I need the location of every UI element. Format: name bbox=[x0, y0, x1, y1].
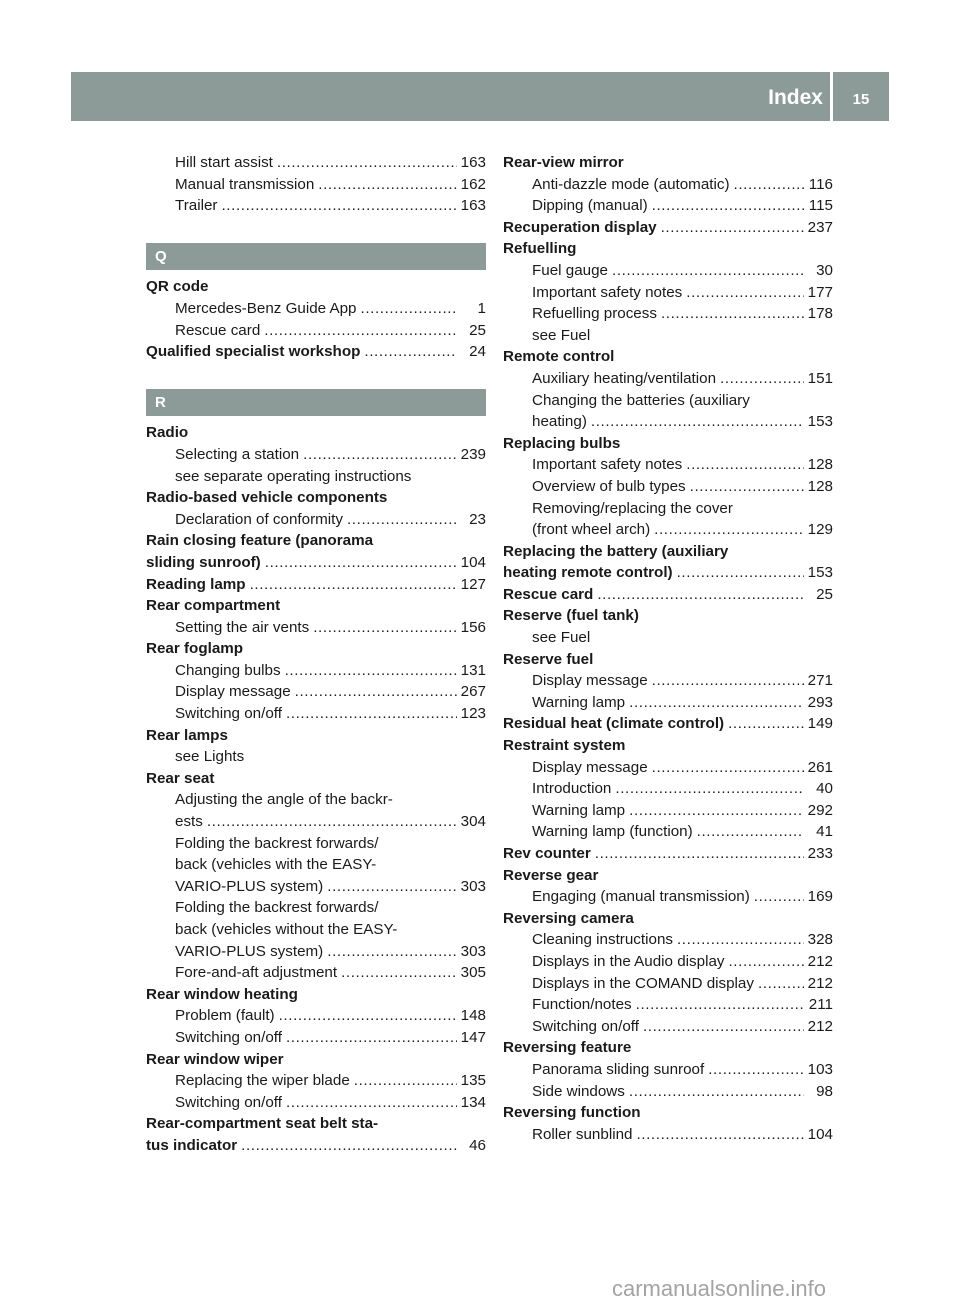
entry-text: Reading lamp bbox=[146, 575, 246, 593]
index-entry[interactable] bbox=[146, 617, 486, 639]
index-entry[interactable] bbox=[503, 670, 833, 692]
index-entry[interactable] bbox=[503, 476, 833, 498]
page-ref[interactable]: 134 bbox=[460, 1093, 486, 1111]
leader-dots bbox=[279, 1005, 457, 1027]
index-entry[interactable] bbox=[146, 703, 486, 725]
page-ref[interactable]: 177 bbox=[807, 283, 833, 301]
index-entry bbox=[146, 1049, 486, 1071]
entry-text: Rear-view mirror bbox=[503, 154, 624, 171]
entry-text: Roller sunblind bbox=[532, 1125, 633, 1143]
entry-text: Important safety notes bbox=[532, 456, 683, 474]
index-entry bbox=[503, 649, 833, 671]
index-entry[interactable] bbox=[503, 800, 833, 822]
page-ref[interactable]: 304 bbox=[460, 813, 486, 831]
entry-text: Changing bulbs bbox=[175, 661, 281, 679]
entry-text: see Lights bbox=[175, 748, 245, 766]
page-ref[interactable]: 156 bbox=[460, 618, 486, 636]
entry-text: Rescue card bbox=[175, 321, 261, 339]
page-ref[interactable]: 41 bbox=[816, 823, 833, 841]
index-entry bbox=[503, 238, 833, 260]
index-entry[interactable] bbox=[146, 195, 486, 217]
entry-text: Refuelling process bbox=[532, 305, 657, 323]
entry-text: back (vehicles without the EASY- bbox=[175, 921, 398, 938]
index-entry[interactable] bbox=[146, 1092, 486, 1114]
page-ref[interactable]: 239 bbox=[460, 445, 486, 463]
page-ref[interactable]: 147 bbox=[460, 1028, 486, 1046]
leader-dots bbox=[250, 574, 457, 596]
leader-dots bbox=[285, 660, 457, 682]
leader-dots bbox=[264, 320, 457, 342]
page-ref[interactable]: 25 bbox=[469, 321, 486, 339]
page-ref[interactable]: 153 bbox=[807, 413, 833, 431]
page-ref[interactable]: 104 bbox=[460, 553, 486, 571]
entry-text: Rear-compartment seat belt sta- bbox=[146, 1115, 379, 1133]
pre-entries bbox=[146, 152, 486, 217]
entry-text: sliding sunroof) bbox=[146, 553, 261, 571]
index-entry[interactable] bbox=[503, 303, 833, 325]
entry-text: Folding the backrest forwards/ bbox=[175, 899, 379, 917]
index-entry bbox=[503, 346, 833, 368]
page-ref[interactable]: 303 bbox=[460, 942, 486, 960]
section-r-entries bbox=[146, 422, 486, 1156]
leader-dots bbox=[686, 282, 804, 304]
entry-text: Rear lamps bbox=[146, 726, 228, 744]
entry-text: Fore-and-aft adjustment bbox=[175, 964, 338, 982]
index-entry[interactable] bbox=[503, 843, 833, 865]
entry-text: Declaration of conformity bbox=[175, 510, 343, 528]
index-entry bbox=[146, 595, 486, 617]
index-entry[interactable] bbox=[146, 962, 486, 984]
entry-text: Rear window wiper bbox=[146, 1050, 284, 1068]
index-entry[interactable] bbox=[146, 1027, 486, 1049]
page-ref[interactable]: 153 bbox=[807, 564, 833, 582]
entry-text: Warning lamp bbox=[532, 693, 626, 711]
entry-text: Warning lamp (function) bbox=[532, 823, 693, 841]
leader-dots bbox=[341, 962, 457, 984]
entry-text: Fuel gauge bbox=[532, 261, 608, 279]
entry-text: QR code bbox=[146, 278, 209, 296]
index-entry[interactable] bbox=[503, 821, 833, 843]
index-entry bbox=[146, 530, 486, 552]
leader-dots bbox=[629, 800, 804, 822]
entry-text: Rev counter bbox=[503, 845, 591, 862]
entry-text: Display message bbox=[532, 758, 648, 776]
page-ref[interactable]: 271 bbox=[807, 672, 833, 690]
entry-text: Rain closing feature (panorama bbox=[146, 532, 374, 550]
page-number: 15 bbox=[852, 91, 870, 108]
leader-dots bbox=[597, 584, 804, 606]
page-ref[interactable]: 163 bbox=[460, 154, 486, 171]
page-ref[interactable]: 128 bbox=[807, 456, 833, 474]
leader-dots bbox=[629, 1081, 804, 1103]
leader-dots bbox=[720, 368, 804, 390]
page-ref[interactable]: 151 bbox=[807, 369, 833, 387]
index-entry[interactable] bbox=[503, 1124, 833, 1146]
index-entry[interactable] bbox=[503, 692, 833, 714]
entry-text: Hill start assist bbox=[175, 154, 273, 171]
leader-dots bbox=[734, 174, 804, 196]
index-entry bbox=[146, 422, 486, 444]
leader-dots bbox=[286, 1092, 457, 1114]
index-entry[interactable] bbox=[503, 519, 833, 541]
entry-text: Radio bbox=[146, 424, 189, 442]
page-ref[interactable]: 24 bbox=[469, 343, 486, 361]
entry-text: Panorama sliding sunroof bbox=[532, 1060, 705, 1078]
entry-text: Problem (fault) bbox=[175, 1007, 275, 1025]
entry-text: Replacing the battery (auxiliary bbox=[503, 542, 729, 560]
entry-text: Display message bbox=[175, 683, 291, 701]
entry-text: Reverse gear bbox=[503, 866, 599, 884]
entry-text: Rescue card bbox=[503, 585, 594, 603]
index-entry[interactable] bbox=[503, 584, 833, 606]
entry-text: Displays in the COMAND display bbox=[532, 974, 754, 992]
entry-text: Residual heat (climate control) bbox=[503, 715, 725, 733]
entry-text: tus indicator bbox=[146, 1136, 238, 1154]
entry-text: Anti-dazzle mode (automatic) bbox=[532, 175, 730, 193]
entry-text: Reserve (fuel tank) bbox=[503, 607, 639, 625]
entry-text: Displays in the Audio display bbox=[532, 952, 725, 970]
index-entry bbox=[503, 1102, 833, 1124]
leader-dots bbox=[327, 876, 457, 898]
entry-text: Reversing feature bbox=[503, 1039, 632, 1057]
index-entry bbox=[146, 1113, 486, 1135]
leader-dots bbox=[686, 454, 804, 476]
entry-text: Side windows bbox=[532, 1082, 625, 1100]
page-ref[interactable]: 233 bbox=[807, 845, 833, 862]
entry-text: Restraint system bbox=[503, 737, 626, 755]
index-entry bbox=[503, 390, 833, 412]
page-ref[interactable]: 131 bbox=[460, 661, 486, 679]
entry-text: heating remote control) bbox=[503, 564, 673, 582]
index-entry[interactable] bbox=[503, 195, 833, 217]
right-entries bbox=[503, 152, 833, 1145]
page-ref[interactable]: 104 bbox=[807, 1125, 833, 1143]
leader-dots bbox=[754, 886, 804, 908]
entry-text: Switching on/off bbox=[175, 1093, 282, 1111]
entry-text: Setting the air vents bbox=[175, 618, 310, 636]
page-ref[interactable]: 178 bbox=[807, 305, 833, 323]
leader-dots bbox=[661, 217, 804, 239]
index-entry[interactable] bbox=[503, 217, 833, 239]
entry-text: Qualified specialist workshop bbox=[146, 343, 361, 361]
index-entry[interactable] bbox=[503, 1016, 833, 1038]
entry-text: Dipping (manual) bbox=[532, 197, 648, 215]
page-ref[interactable]: 148 bbox=[460, 1007, 486, 1025]
entry-text: Replacing the wiper blade bbox=[175, 1072, 350, 1090]
entry-text: Rear foglamp bbox=[146, 640, 244, 658]
page-ref[interactable]: 135 bbox=[460, 1072, 486, 1090]
index-entry[interactable] bbox=[146, 574, 486, 596]
leader-dots bbox=[277, 152, 457, 174]
index-entry[interactable] bbox=[503, 368, 833, 390]
index-entry bbox=[146, 897, 486, 919]
index-entry[interactable] bbox=[146, 341, 486, 363]
entry-text: Important safety notes bbox=[532, 283, 683, 301]
leader-dots bbox=[591, 411, 804, 433]
index-entry[interactable] bbox=[146, 876, 486, 898]
index-entry[interactable] bbox=[503, 994, 833, 1016]
page-ref[interactable]: 211 bbox=[808, 996, 833, 1014]
index-entry[interactable] bbox=[146, 1005, 486, 1027]
page-ref[interactable]: 25 bbox=[816, 585, 833, 603]
page-ref[interactable]: 30 bbox=[816, 261, 833, 279]
leader-dots bbox=[612, 260, 804, 282]
entry-text: VARIO-PLUS system) bbox=[175, 942, 324, 960]
entry-text: Remote control bbox=[503, 348, 615, 366]
page-ref[interactable]: 303 bbox=[460, 877, 486, 895]
entry-text: Selecting a station bbox=[175, 445, 300, 463]
leader-dots bbox=[652, 757, 804, 779]
index-entry bbox=[503, 325, 833, 347]
page-ref[interactable]: 116 bbox=[808, 175, 833, 193]
entry-text: ests bbox=[175, 813, 203, 831]
index-entry[interactable] bbox=[146, 320, 486, 342]
index-entry bbox=[146, 276, 486, 298]
leader-dots bbox=[221, 195, 457, 217]
entry-text: (front wheel arch) bbox=[532, 521, 651, 539]
entry-text: Recuperation display bbox=[503, 218, 657, 236]
leader-dots bbox=[643, 1016, 804, 1038]
index-entry[interactable] bbox=[146, 1070, 486, 1092]
page-ref[interactable]: 149 bbox=[807, 715, 833, 733]
leader-dots bbox=[708, 1059, 804, 1081]
index-entry[interactable] bbox=[503, 757, 833, 779]
leader-dots bbox=[313, 617, 457, 639]
leader-dots bbox=[303, 444, 457, 466]
leader-dots bbox=[654, 519, 804, 541]
page-ref[interactable]: 163 bbox=[460, 197, 486, 215]
page-ref[interactable]: 169 bbox=[807, 888, 833, 906]
entry-text: Reversing function bbox=[503, 1104, 641, 1122]
entry-text: Radio-based vehicle components bbox=[146, 489, 388, 507]
page-ref[interactable]: 328 bbox=[807, 931, 833, 949]
page-ref[interactable]: 292 bbox=[807, 801, 833, 819]
index-entry[interactable] bbox=[503, 411, 833, 433]
page-header bbox=[71, 72, 889, 121]
entry-text: Engaging (manual transmission) bbox=[532, 888, 750, 906]
index-entry bbox=[146, 487, 486, 509]
entry-text: Auxiliary heating/ventilation bbox=[532, 369, 717, 387]
entry-text: Cleaning instructions bbox=[532, 931, 673, 949]
leader-dots bbox=[347, 509, 457, 531]
entry-text: Changing the batteries (auxiliary bbox=[532, 391, 750, 409]
entry-text: Replacing bulbs bbox=[503, 434, 621, 452]
page-ref[interactable]: 46 bbox=[469, 1136, 486, 1154]
leader-dots bbox=[286, 1027, 457, 1049]
index-entry[interactable] bbox=[503, 929, 833, 951]
entry-text: back (vehicles with the EASY- bbox=[175, 856, 377, 874]
entry-text: Adjusting the angle of the backr- bbox=[175, 791, 393, 809]
watermark: carmanualsonline.info bbox=[612, 1276, 827, 1301]
page-ref[interactable]: 162 bbox=[460, 175, 486, 193]
page-ref[interactable]: 123 bbox=[460, 705, 486, 723]
entry-text: Removing/replacing the cover bbox=[532, 499, 733, 517]
index-entry bbox=[146, 919, 486, 941]
index-entry bbox=[146, 638, 486, 660]
entry-text: Reversing camera bbox=[503, 909, 634, 927]
page-ref[interactable]: 267 bbox=[460, 683, 486, 701]
page-ref[interactable]: 212 bbox=[807, 952, 833, 970]
index-entry[interactable] bbox=[503, 174, 833, 196]
entry-text: see Fuel bbox=[532, 629, 591, 647]
index-entry[interactable] bbox=[146, 552, 486, 574]
index-entry[interactable] bbox=[503, 1059, 833, 1081]
left-column bbox=[146, 152, 486, 1157]
page-ref[interactable]: 129 bbox=[807, 521, 833, 539]
index-entry bbox=[503, 865, 833, 887]
entry-text: Manual transmission bbox=[175, 175, 315, 193]
page-ref[interactable]: 115 bbox=[808, 197, 833, 215]
entry-text: see Fuel bbox=[532, 326, 591, 344]
index-entry[interactable] bbox=[146, 1135, 486, 1157]
leader-dots bbox=[265, 552, 457, 574]
leader-dots bbox=[697, 821, 804, 843]
index-entry bbox=[503, 605, 833, 627]
index-entry bbox=[503, 152, 833, 174]
entry-text: Rear seat bbox=[146, 769, 215, 787]
index-entry bbox=[503, 627, 833, 649]
entry-text: Switching on/off bbox=[175, 705, 282, 723]
section-title: Index bbox=[768, 86, 823, 109]
index-entry bbox=[146, 768, 486, 790]
index-entry[interactable] bbox=[146, 444, 486, 466]
entry-text: VARIO-PLUS system) bbox=[175, 877, 324, 895]
leader-dots bbox=[327, 941, 457, 963]
index-entry[interactable] bbox=[503, 282, 833, 304]
index-entry bbox=[503, 541, 833, 563]
leader-dots bbox=[728, 951, 804, 973]
page-ref[interactable]: 1 bbox=[477, 299, 486, 317]
leader-dots bbox=[295, 681, 457, 703]
index-entry[interactable] bbox=[146, 811, 486, 833]
page-ref[interactable]: 305 bbox=[460, 964, 486, 982]
index-entry[interactable] bbox=[503, 562, 833, 584]
right-column bbox=[503, 152, 833, 1145]
entry-text: Reserve fuel bbox=[503, 650, 594, 668]
entry-text: Folding the backrest forwards/ bbox=[175, 834, 379, 852]
index-entry bbox=[146, 854, 486, 876]
index-entry[interactable] bbox=[146, 660, 486, 682]
leader-dots bbox=[629, 692, 804, 714]
index-entry[interactable] bbox=[503, 778, 833, 800]
entry-text: Refuelling bbox=[503, 240, 577, 258]
entry-text: see separate operating instructions bbox=[175, 467, 412, 485]
leader-dots bbox=[361, 298, 457, 320]
leader-dots bbox=[241, 1135, 457, 1157]
index-entry[interactable] bbox=[146, 174, 486, 196]
index-entry[interactable] bbox=[503, 713, 833, 735]
leader-dots bbox=[652, 670, 804, 692]
leader-dots bbox=[652, 195, 804, 217]
page-ref[interactable]: 40 bbox=[816, 780, 833, 798]
index-entry[interactable] bbox=[503, 260, 833, 282]
entry-text: Trailer bbox=[175, 197, 218, 215]
index-entry[interactable] bbox=[146, 681, 486, 703]
leader-dots bbox=[286, 703, 457, 725]
entry-text: Function/notes bbox=[532, 996, 632, 1014]
entry-text: Introduction bbox=[532, 780, 612, 798]
entry-text: Mercedes-Benz Guide App bbox=[175, 299, 357, 317]
entry-text: Rear window heating bbox=[146, 985, 298, 1003]
index-entry bbox=[146, 466, 486, 488]
index-entry[interactable] bbox=[503, 973, 833, 995]
leader-dots bbox=[661, 303, 804, 325]
index-entry[interactable] bbox=[146, 298, 486, 320]
entry-text: Switching on/off bbox=[175, 1028, 282, 1046]
index-entry bbox=[146, 746, 486, 768]
index-entry[interactable] bbox=[503, 454, 833, 476]
leader-dots bbox=[595, 843, 804, 865]
leader-dots bbox=[636, 1124, 804, 1146]
leader-dots bbox=[364, 341, 457, 363]
leader-dots bbox=[690, 476, 804, 498]
index-entry[interactable] bbox=[503, 1081, 833, 1103]
letter-bar-q: Q bbox=[146, 243, 486, 270]
index-entry bbox=[503, 735, 833, 757]
entry-text: Switching on/off bbox=[532, 1017, 639, 1035]
section-q-entries bbox=[146, 276, 486, 362]
entry-text: heating) bbox=[532, 413, 587, 431]
entry-text: Display message bbox=[532, 672, 648, 690]
leader-dots bbox=[677, 562, 804, 584]
index-entry bbox=[146, 725, 486, 747]
page-ref[interactable]: 293 bbox=[807, 693, 833, 711]
leader-dots bbox=[207, 811, 457, 833]
header-bar bbox=[71, 72, 830, 121]
entry-text: Rear compartment bbox=[146, 597, 281, 615]
page-ref[interactable]: 103 bbox=[807, 1060, 833, 1078]
leader-dots bbox=[677, 929, 804, 951]
page-ref[interactable]: 237 bbox=[807, 218, 833, 236]
index-entry[interactable] bbox=[146, 509, 486, 531]
leader-dots bbox=[758, 973, 804, 995]
page-ref[interactable]: 261 bbox=[807, 758, 833, 776]
entry-text: Warning lamp bbox=[532, 801, 626, 819]
page-ref[interactable]: 23 bbox=[469, 510, 486, 528]
index-entry bbox=[503, 433, 833, 455]
index-entry[interactable] bbox=[146, 941, 486, 963]
entry-text: Overview of bulb types bbox=[532, 477, 686, 495]
index-entry bbox=[503, 1037, 833, 1059]
index-entry bbox=[503, 908, 833, 930]
leader-dots bbox=[728, 713, 804, 735]
index-entry[interactable] bbox=[503, 886, 833, 908]
page-ref[interactable]: 128 bbox=[807, 477, 833, 495]
page-ref[interactable]: 127 bbox=[460, 575, 486, 593]
leader-dots bbox=[615, 778, 804, 800]
index-entry[interactable] bbox=[146, 152, 486, 174]
index-entry bbox=[146, 833, 486, 855]
index-entry bbox=[146, 789, 486, 811]
leader-dots bbox=[318, 174, 457, 196]
letter-bar-r: R bbox=[146, 389, 486, 416]
page-ref[interactable]: 212 bbox=[807, 974, 833, 992]
index-entry bbox=[146, 984, 486, 1006]
index-entry[interactable] bbox=[503, 951, 833, 973]
leader-dots bbox=[636, 994, 804, 1016]
page-ref[interactable]: 98 bbox=[816, 1082, 833, 1100]
index-entry bbox=[503, 498, 833, 520]
page-ref[interactable]: 212 bbox=[807, 1017, 833, 1035]
leader-dots bbox=[354, 1070, 457, 1092]
